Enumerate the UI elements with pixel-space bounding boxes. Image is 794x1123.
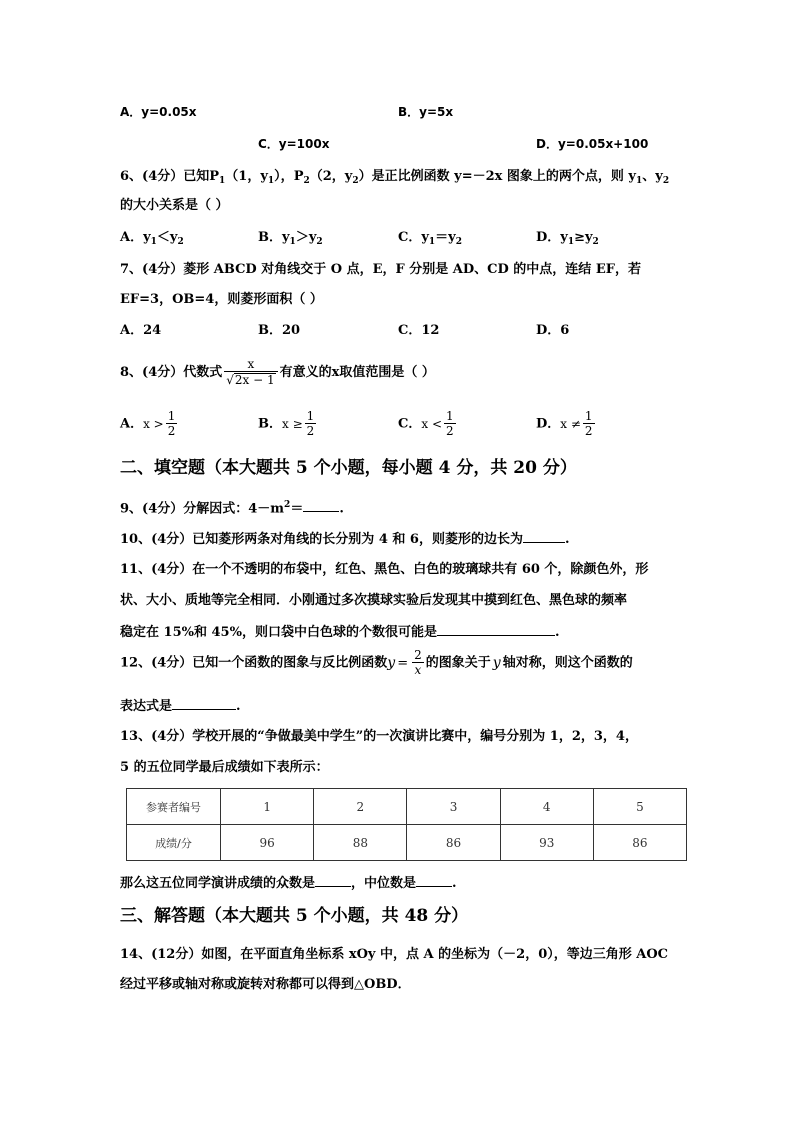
table-cell: 5 xyxy=(593,789,686,825)
q7-option-b: B．20 xyxy=(258,323,301,338)
q9-answer-blank[interactable] xyxy=(303,501,339,512)
section-2-title: 二、填空题（本大题共 5 个小题，每小题 4 分，共 20 分） xyxy=(120,458,577,478)
table-cell: 3 xyxy=(407,789,500,825)
q14-line2: 经过平移或轴对称或旋转对称都可以得到△OBD． xyxy=(120,977,411,992)
table-row xyxy=(127,825,687,861)
table-cell: 96 xyxy=(221,825,314,861)
q10-line: 10、(4分）已知菱形两条对角线的长分别为 4 和 6，则菱形的边长为 . xyxy=(120,532,570,547)
q8-fraction: $\frac{x}{√2x - 1}$ xyxy=(224,358,277,387)
table-cell: 86 xyxy=(593,825,686,861)
score-table xyxy=(126,788,687,861)
q13-mode-blank[interactable] xyxy=(315,876,351,887)
q12-line1: 12、(4分）已知一个函数的图象与反比例函数y = $\frac{2}{x}$ 的图象关于 y 轴对称，则这个函数的 xyxy=(120,648,633,678)
q11-answer-blank[interactable] xyxy=(437,625,555,636)
q8-option-a: A．x > $\frac{1}{2}$ xyxy=(120,409,176,439)
table-header-cell: 成绩/分 xyxy=(127,825,221,861)
table-cell: 86 xyxy=(407,825,500,861)
table-row xyxy=(127,789,687,825)
q11-line1: 11、(4分）在一个不透明的布袋中，红色、黑色、白色的玻璃球共有 60 个，除颜色外，形 xyxy=(120,562,649,577)
q13-line3: 那么这五位同学演讲成绩的众数是 ，中位数是 . xyxy=(120,876,457,891)
q5-option-a: A．y=0.05x xyxy=(120,105,197,119)
q7-line1: 7、(4分）菱形 ABCD 对角线交于 O 点，E，F 分别是 AD、CD 的中点，连结 EF，若 xyxy=(120,262,641,277)
table-cell: 93 xyxy=(500,825,593,861)
table-cell: 2 xyxy=(314,789,407,825)
q5-option-b: B．y=5x xyxy=(398,105,454,119)
q10-answer-blank[interactable] xyxy=(523,532,565,543)
q12-line2: 表达式是 . xyxy=(120,699,241,714)
q13-line2: 5 的五位同学最后成绩如下表所示： xyxy=(120,760,329,775)
q6-option-c: C．$y_1=y_2$ xyxy=(398,230,462,247)
q6-line2: 的大小关系是（ ） xyxy=(120,198,229,213)
q8-option-c: C．x < $\frac{1}{2}$ xyxy=(398,409,454,439)
q11-line3: 稳定在 15%和 45%，则口袋中白色球的个数很可能是 . xyxy=(120,625,560,640)
table-header-cell: 参赛者编号 xyxy=(127,789,221,825)
q5-option-d: D．y=0.05x+100 xyxy=(536,137,649,151)
q14-line1: 14、(12分）如图，在平面直角坐标系 xOy 中，点 A 的坐标为（－2，0），等边三角形 AOC xyxy=(120,947,669,962)
q8-option-b: B．x ≥ $\frac{1}{2}$ xyxy=(258,409,315,439)
q13-line1: 13、(4分）学校开展的“争做最美中学生”的一次演讲比赛中，编号分别为 1，2，3，4， xyxy=(120,729,638,744)
q8-line1: 8、(4分）代数式 $\frac{x}{√2x - 1}$ 有意义的x取值范围是（ ） xyxy=(120,357,435,388)
q7-option-c: C．12 xyxy=(398,323,440,338)
q6-line1: 6、(4分）已知$P_1(1$，$y_1$），$P_2(2$，$y_2$）是正比例函数 y=－2x 图象上的两个点，则 $y_1$、$y_2$ xyxy=(120,169,670,186)
q13-median-blank[interactable] xyxy=(416,876,452,887)
q9-line: 9、(4分）分解因式：$4-m^2=$ . xyxy=(120,500,344,517)
q6-option-b: B．$y_1>y_2$ xyxy=(258,230,323,247)
q8-option-d: D．x ≠ $\frac{1}{2}$ xyxy=(536,409,593,439)
q11-line2: 状、大小、质地等完全相同．小刚通过多次摸球实验后发现其中摸到红色、黑色球的频率 xyxy=(120,593,628,608)
table-cell: 1 xyxy=(221,789,314,825)
q6-option-d: D．$y_1\ge y_2$ xyxy=(536,230,599,247)
q7-option-d: D．6 xyxy=(536,323,570,338)
q7-line2: EF=3，OB=4，则菱形面积（ ） xyxy=(120,292,323,307)
q7-option-a: A．24 xyxy=(120,323,162,338)
table-cell: 88 xyxy=(314,825,407,861)
section-3-title: 三、解答题（本大题共 5 个小题，共 48 分） xyxy=(120,906,469,926)
table-cell: 4 xyxy=(500,789,593,825)
q12-answer-blank[interactable] xyxy=(172,699,236,710)
q5-option-c: C．y=100x xyxy=(258,137,330,151)
q6-option-a: A．$y_1<y_2$ xyxy=(120,230,184,247)
